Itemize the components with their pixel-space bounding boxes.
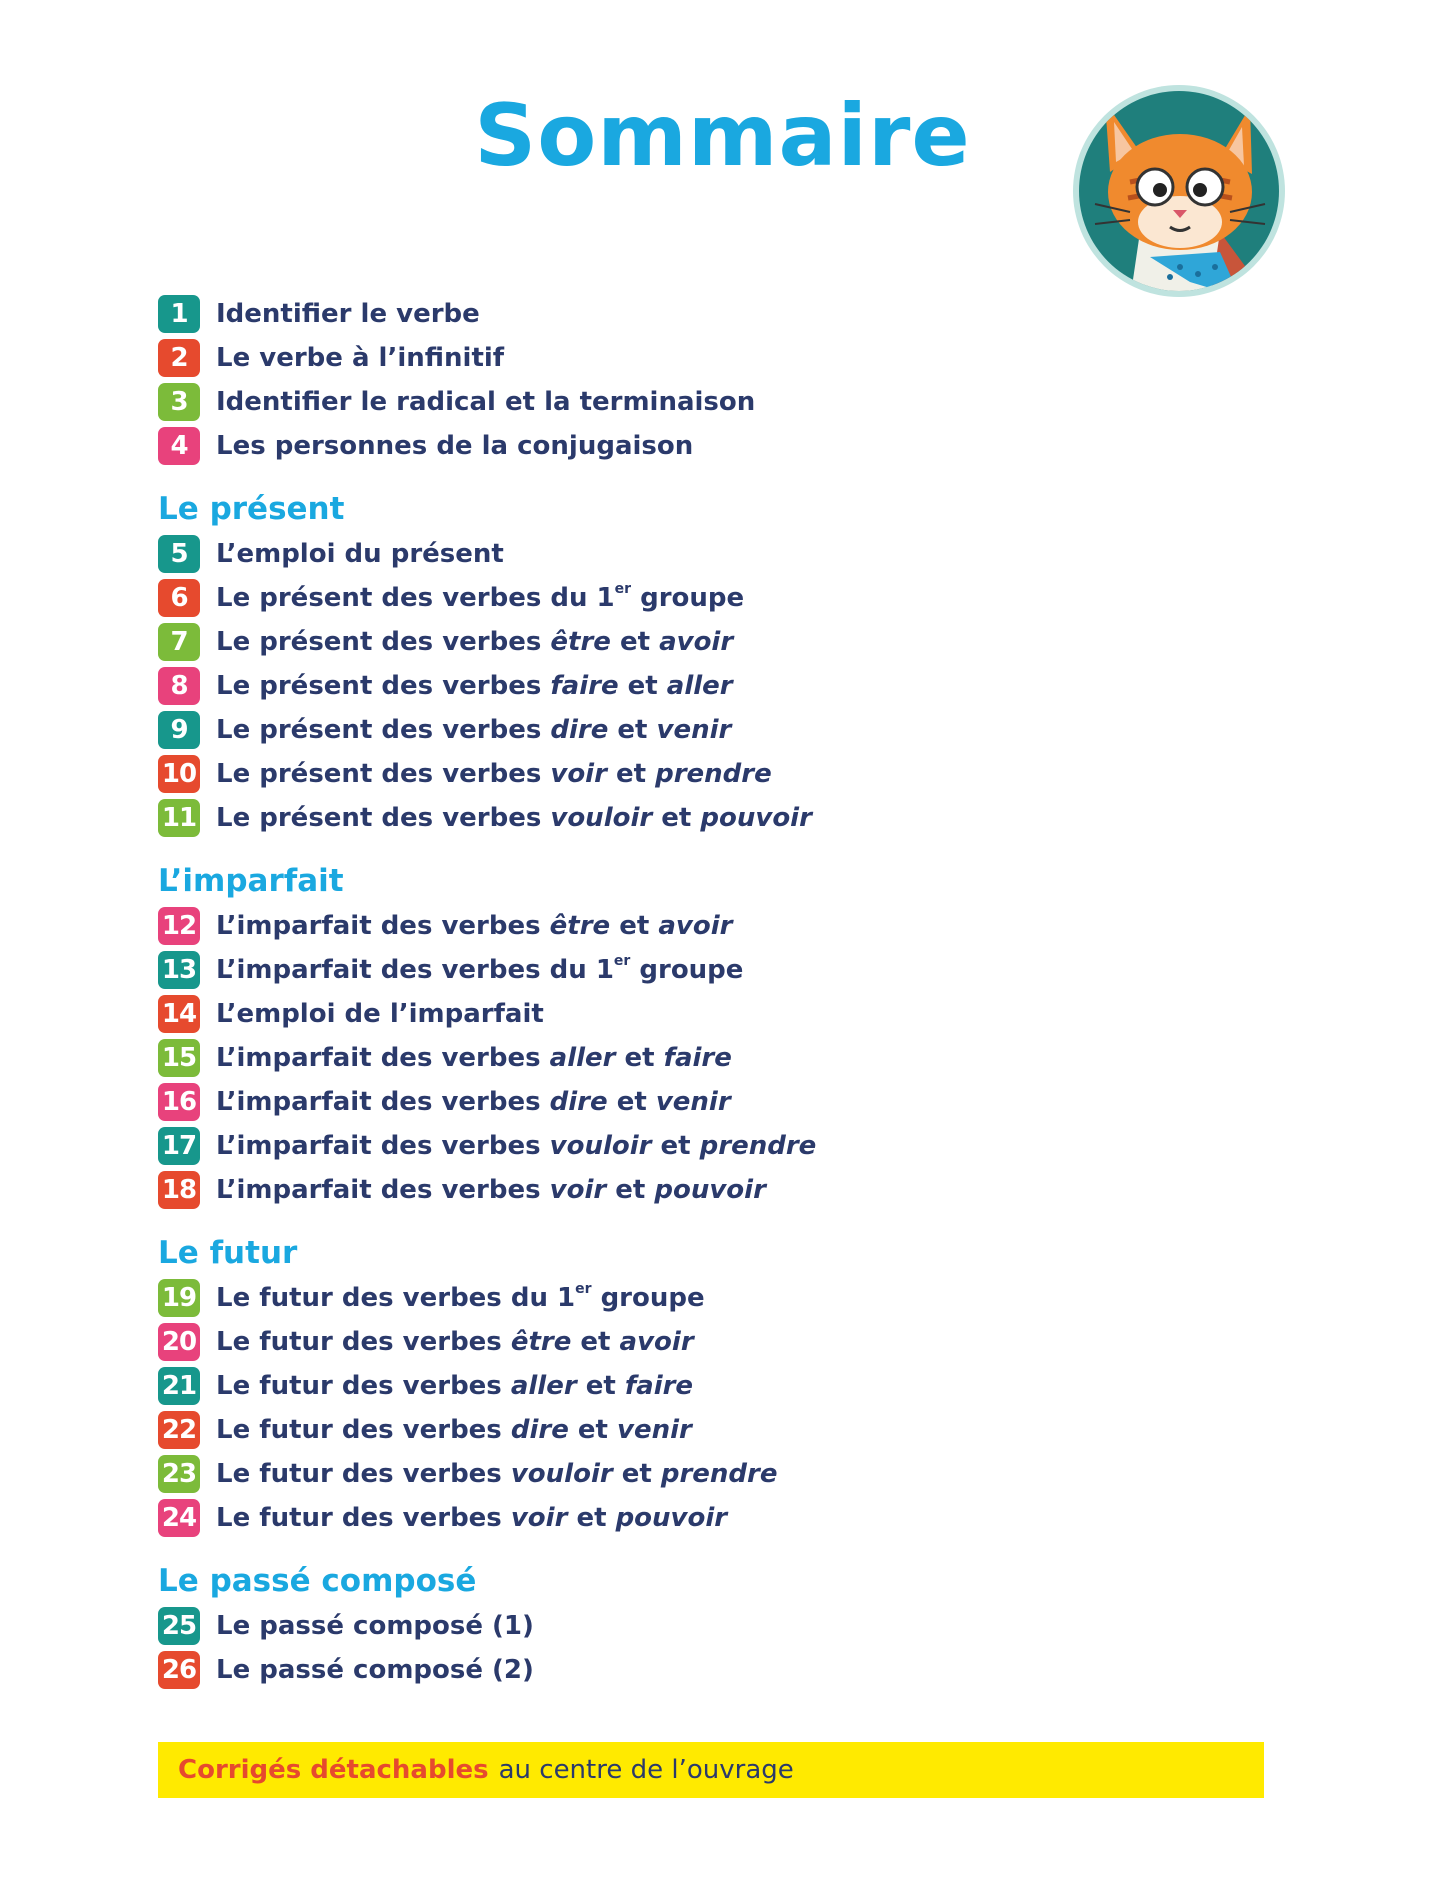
chapter-title-part: voir [549,1175,607,1205]
footer-highlight: Corrigés détachables [178,1755,489,1785]
chapter-title-part: L’imparfait des verbes [216,1043,550,1073]
chapter-title [216,1175,766,1205]
chapter-title-part: groupe [630,955,744,985]
chapter-number-badge: 24 [158,1499,200,1537]
toc-entry [158,664,816,708]
chapter-title-part: et [618,671,667,701]
chapter-title-part: voir [550,759,607,789]
toc-entry [158,708,816,752]
chapter-title [216,1503,727,1533]
chapter-title-part: être [550,627,611,657]
chapter-number-badge: 14 [158,995,200,1033]
chapter-title-part: faire [663,1043,732,1073]
chapter-title-part: avoir [659,627,734,657]
chapter-title [216,671,733,701]
chapter-title [216,955,743,985]
chapter-title-part: venir [617,1415,692,1445]
chapter-title-part: et [608,715,657,745]
chapter-title-part: Le présent des verbes [216,627,551,657]
chapter-title-part: Identifier le verbe [216,299,480,329]
toc-entry [158,1452,816,1496]
chapter-number-badge: 11 [158,799,200,837]
chapter-title-part: venir [656,715,732,745]
chapter-title-part: Le futur des verbes [216,1371,511,1401]
chapter-title-part: et [571,1327,620,1357]
chapter-title-part: prendre [660,1459,778,1489]
chapter-number-badge: 17 [158,1127,200,1165]
chapter-title-part: vouloir [510,1459,613,1489]
chapter-title [216,999,544,1029]
chapter-title [216,539,504,569]
toc-entry [158,1408,816,1452]
chapter-title-part: er [575,1281,592,1297]
chapter-title-part: Les personnes de la conjugaison [216,431,694,461]
chapter-title [216,1371,693,1401]
chapter-title-part: Le passé composé (1) [216,1611,534,1641]
toc-entry [158,1276,816,1320]
toc-entry [158,904,816,948]
chapter-title-part: Le présent des verbes [216,671,551,701]
chapter-title-part: pouvoir [700,803,812,833]
chapter-title-part: Le futur des verbes [216,1503,511,1533]
chapter-number-badge: 4 [158,427,200,465]
chapter-title-part: faire [624,1371,694,1401]
chapter-number-badge: 26 [158,1651,200,1689]
chapter-title-part: L’imparfait des verbes [216,1087,550,1117]
toc-entry [158,992,816,1036]
toc-entry [158,424,816,468]
chapter-number-badge: 13 [158,951,200,989]
chapter-title-part: prendre [655,759,772,789]
chapter-title-part: et [615,1043,664,1073]
toc-entry [158,576,816,620]
chapter-title-part: Le futur des verbes [216,1459,511,1489]
chapter-title [216,803,812,833]
toc-entry [158,532,816,576]
chapter-number-badge: 10 [158,755,200,793]
chapter-title-part: et [606,1175,655,1205]
chapter-title [216,627,733,657]
chapter-title-part: et [607,1087,656,1117]
chapter-number-badge: 15 [158,1039,200,1077]
section-heading: Le présent [158,491,345,527]
chapter-title-part: dire [549,1087,608,1117]
chapter-number-badge: 16 [158,1083,200,1121]
chapter-title-part: Le futur des verbes [216,1415,511,1445]
chapter-title-part: venir [655,1087,731,1117]
chapter-title-part: Identifier le radical et la terminaison [216,387,756,417]
chapter-title [216,1043,732,1073]
table-of-contents [158,292,816,1692]
chapter-number-badge: 6 [158,579,200,617]
chapter-title-part: pouvoir [654,1175,766,1205]
chapter-title-part: et [567,1503,616,1533]
toc-entry [158,1080,816,1124]
toc-entry [158,1124,816,1168]
chapter-number-badge: 23 [158,1455,200,1493]
chapter-title-part: Le futur des verbes [216,1327,511,1357]
chapter-title-part: dire [510,1415,569,1445]
toc-entry [158,620,816,664]
chapter-title [216,343,504,373]
chapter-title-part: et [576,1371,625,1401]
chapter-title [216,1087,731,1117]
chapter-title-part: vouloir [549,1131,652,1161]
section-heading: L’imparfait [158,863,344,899]
chapter-title-part: vouloir [550,803,653,833]
chapter-title-part: er [613,953,631,969]
chapter-number-badge: 9 [158,711,200,749]
toc-entry [158,1320,816,1364]
chapter-title-part: faire [550,671,619,701]
chapter-number-badge: 5 [158,535,200,573]
chapter-number-badge: 22 [158,1411,200,1449]
chapter-title-part: L’imparfait des verbes [216,1175,550,1205]
chapter-title [216,387,755,417]
toc-entry [158,1648,816,1692]
chapter-title [216,715,731,745]
chapter-title [216,583,744,613]
cat-mascot-icon [1070,82,1288,300]
chapter-title-part: L’imparfait des verbes [216,1131,550,1161]
chapter-title [216,1459,778,1489]
chapter-title-part: et [606,759,656,789]
chapter-title-part: L’emploi du présent [216,539,504,569]
chapter-title-part: Le présent des verbes [216,715,551,745]
chapter-title-part: aller [666,671,733,701]
chapter-number-badge: 18 [158,1171,200,1209]
toc-entry [158,948,816,992]
chapter-number-badge: 25 [158,1607,200,1645]
chapter-title-part: avoir [658,911,733,941]
chapter-number-badge: 7 [158,623,200,661]
chapter-title-part: et [652,803,701,833]
chapter-title [216,1655,534,1685]
chapter-title-part: et [568,1415,617,1445]
chapter-title-part: aller [510,1371,577,1401]
chapter-title-part: et [651,1131,700,1161]
chapter-title [216,299,480,329]
toc-entry [158,1364,816,1408]
chapter-title-part: groupe [631,583,745,613]
chapter-title-part: être [510,1327,572,1357]
chapter-title [216,911,732,941]
toc-entry [158,336,816,380]
toc-entry [158,292,816,336]
chapter-title-part: Le verbe à l’infinitif [216,343,505,373]
chapter-number-badge: 20 [158,1323,200,1361]
chapter-title-part: L’emploi de l’imparfait [216,999,544,1029]
chapter-title-part: Le présent des verbes [216,759,551,789]
footer-text: au centre de l’ouvrage [498,1755,794,1785]
chapter-number-badge: 3 [158,383,200,421]
footer-band [158,1742,1264,1798]
chapter-title-part: Le futur des verbes du 1 [216,1283,576,1313]
chapter-number-badge: 21 [158,1367,200,1405]
chapter-title-part: groupe [591,1283,705,1313]
chapter-title-part: et [610,627,660,657]
chapter-title-part: prendre [699,1131,817,1161]
chapter-title-part: Le présent des verbes du 1 [216,583,615,613]
chapter-title [216,1131,816,1161]
chapter-title [216,1327,694,1357]
toc-entry [158,752,816,796]
page-title: Sommaire [474,86,971,186]
toc-entry [158,1036,816,1080]
section-heading: Le passé composé [158,1563,477,1599]
toc-entry [158,380,816,424]
chapter-number-badge: 2 [158,339,200,377]
chapter-title [216,1415,692,1445]
toc-entry [158,1604,816,1648]
chapter-title-part: dire [550,715,609,745]
chapter-number-badge: 1 [158,295,200,333]
chapter-number-badge: 12 [158,907,200,945]
chapter-title-part: er [614,581,632,597]
chapter-title-part: et [612,1459,661,1489]
chapter-title-part: pouvoir [615,1503,728,1533]
chapter-number-badge: 19 [158,1279,200,1317]
toc-entry [158,1496,816,1540]
chapter-title-part: avoir [619,1327,694,1357]
chapter-title-part: et [610,911,659,941]
chapter-title-part: L’imparfait des verbes [216,911,550,941]
chapter-title-part: Le passé composé (2) [216,1655,534,1685]
toc-entry [158,1168,816,1212]
section-heading: Le futur [158,1235,298,1271]
toc-entry [158,796,816,840]
chapter-title [216,1283,705,1313]
chapter-title-part: aller [549,1043,616,1073]
chapter-title [216,1611,534,1641]
chapter-title [216,431,693,461]
chapter-title-part: L’imparfait des verbes du 1 [216,955,614,985]
chapter-title-part: Le présent des verbes [216,803,551,833]
chapter-title [216,759,772,789]
chapter-title-part: être [549,911,611,941]
chapter-title-part: voir [510,1503,568,1533]
chapter-number-badge: 8 [158,667,200,705]
